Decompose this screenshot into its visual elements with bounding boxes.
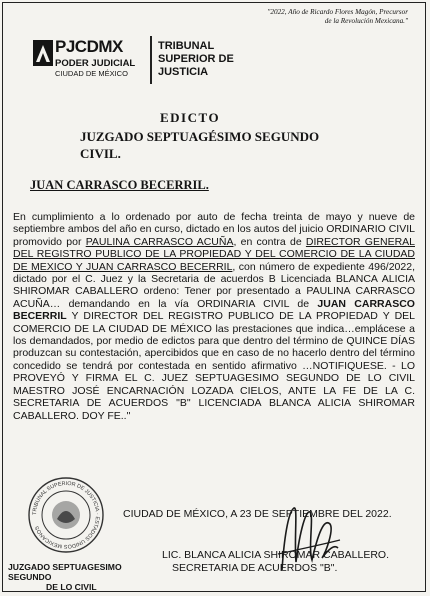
motto-line-1: "2022, Año de Ricardo Flores Magón, Precursor [267,8,408,16]
plaintiff-name: PAULINA CARRASCO ACUÑA [85,235,234,248]
body-text: Y DIRECTOR DEL REGISTRO PUBLICO DE LA PROPIEDAD Y DEL COMERCIO DE LA CIUDAD DE MÉXICO las prestaciones que indica…emplácese a los demandados, por medio de edictos para que dentro del término de QUINCE DÍAS produzcan su contestación, apercibidos que en caso de no hacerlo dentro del término concedido se tendrá por contestada en sentido afirmativo …NOTIFIQUESE. - LO PROVEYÓ Y FIRMA EL C. JUEZ SEPTUAGESIMO SEGUNDO DE LO CIVIL MAESTRO JOSÉ ENCARNACIÓN LOZADA CIELOS, ANTE LA FE DE LA C. SECRETARIA DE ACUERDOS "B" LICENCIADA BLANCA ALICIA SHIROMAR CABALLERO. DOY FE.." [13,310,415,422]
addressee: JUAN CARRASCO BECERRIL. [30,178,209,192]
tribunal-line-1: TRIBUNAL [158,40,215,52]
defendant-name: JUAN CARRASCO BECERRIL [13,297,415,323]
tribunal-name [158,40,234,79]
year-motto [198,8,408,26]
court-seal-icon [27,475,105,555]
body-text: , en contra de [233,235,306,248]
place-and-date: CIUDAD DE MÉXICO, A 23 DE SEPTIEMBRE DEL 2022. [123,508,392,520]
header-divider [150,36,152,84]
logo-line-1: PODER JUDICIAL [55,58,136,69]
logo-line-2: CIUDAD DE MÉXICO [55,69,128,78]
pjcdmx-mark-icon [33,40,53,66]
logo-brand: PJCDMX [55,37,123,56]
document-title: EDICTO [160,110,221,125]
body-text: , con número de expediente 496/2022, dictado por el C. Juez y la Secretaria de acuerdos B Licenciada BLANCA ALICIA SHIROMAR CABALLERO ordeno: Tener por presentado a PAULINA CARRASCO ACUÑA… demandando en la vía ORDINARIA CIVIL de [13,260,415,310]
signer-title: SECRETARIA DE ACUERDOS "B". [172,562,338,574]
seal-ring-text: TRIBUNAL SUPERIOR DE JUSTICIA · ESTADOS UNIDOS MEXICANOS [31,480,101,550]
court-line-2: CIVIL. [80,146,121,161]
defendants-names: DIRECTOR GENERAL DEL REGISTRO PUBLICO DE LA PROPIEDAD Y DEL COMERCIO DE LA CIUDAD DE MEXICO Y JUAN CARRASCO BECERRIL [13,235,415,273]
motto-line-2: de la Revolución Mexicana." [324,17,408,25]
signer-name: LIC. BLANCA ALICIA SHIROMAR CABALLERO. [162,549,389,561]
edict-body [13,211,415,422]
court-name [80,128,380,162]
tribunal-line-3: JUSTICIA [158,66,209,78]
body-text: En cumplimiento a lo ordenado por auto de fecha treinta de mayo y nueve de septiembre ambos del año en curso, dictado en los autos del juicio ORDINARIO CIVIL promovido por [13,211,415,248]
seal-caption-line-2: DE LO CIVIL [46,582,97,592]
pjcdmx-logo [33,38,153,88]
seal-caption-line-1: JUZGADO SEPTUAGESIMO SEGUNDO [8,562,122,582]
court-line-1: JUZGADO SEPTUAGÉSIMO SEGUNDO [80,129,320,144]
tribunal-line-2: SUPERIOR DE [158,53,234,65]
seal-caption [8,562,138,592]
